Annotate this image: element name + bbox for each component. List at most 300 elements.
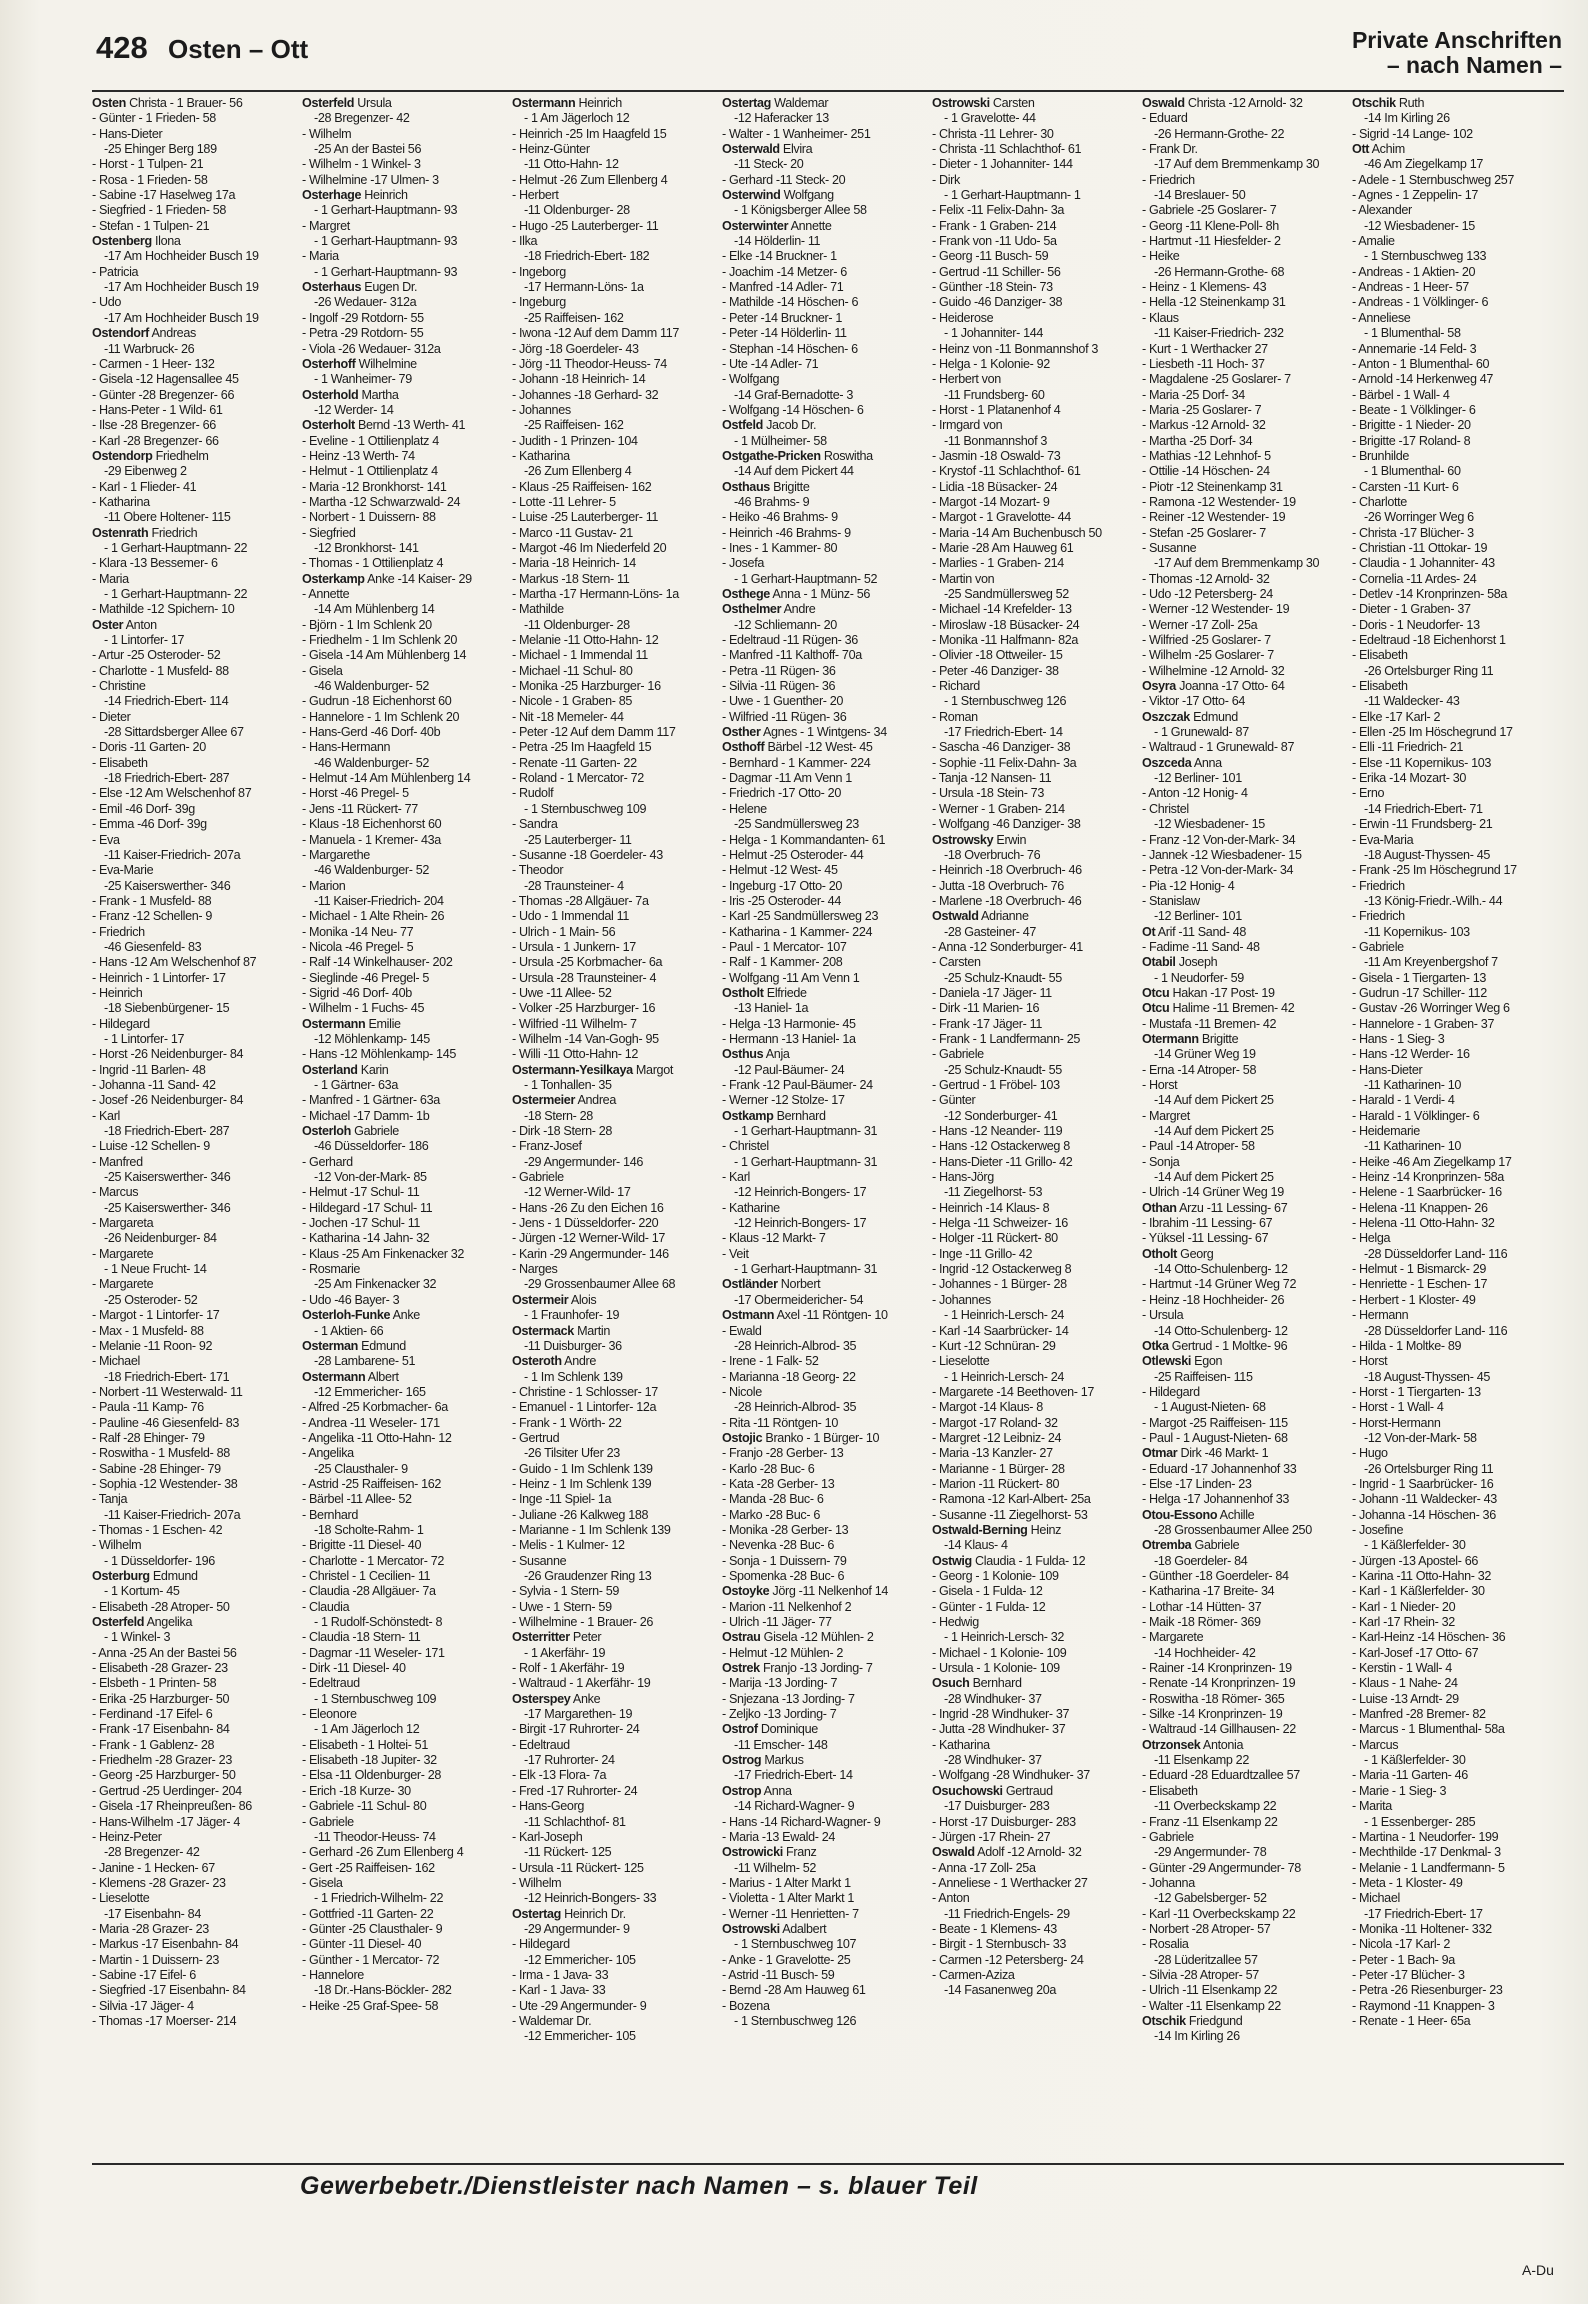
listing-entry: - Wilhelm <box>302 126 352 141</box>
listing-entry: - Peter -12 Auf dem Damm 117 <box>512 725 676 740</box>
listing-entry: -18 Friedrich-Ebert- 171 <box>104 1369 230 1384</box>
listing-entry: - Jörg -18 Goerdeler- 43 <box>512 341 639 356</box>
page-number: 428 <box>96 30 148 65</box>
listing-entry: - Hans-Dieter <box>92 126 163 141</box>
listing-entry: - Charlotte - 1 Mercator- 72 <box>302 1553 445 1568</box>
listing-entry: Otlewski Egon <box>1142 1354 1223 1369</box>
listing-entry: -14 Im Kirling 26 <box>1154 2029 1240 2044</box>
listing-entry: - Heinz von -11 Bonmannshof 3 <box>932 341 1099 356</box>
listing-entry: - Ulrich -14 Grüner Weg 19 <box>1142 1185 1284 1200</box>
listing-entry: - Elk -13 Flora- 7a <box>512 1768 607 1783</box>
listing-entry: -11 Emscher- 148 <box>734 1737 828 1752</box>
listing-entry: Ostermeier Andrea <box>512 1093 616 1108</box>
listing-entry: - Marlies - 1 Graben- 214 <box>932 556 1064 571</box>
listing-entry: -46 Düsseldorfer- 186 <box>314 1139 429 1154</box>
listing-entry: - 1 Gärtner- 63a <box>314 1078 398 1092</box>
listing-entry: -25 Raiffeisen- 162 <box>524 310 624 325</box>
listing-entry: - Dirk -11 Marien- 16 <box>932 1001 1040 1016</box>
listing-entry: - Eduard <box>1142 111 1188 126</box>
listing-entry: -25 Sandmüllersweg 23 <box>734 817 859 832</box>
header-rule <box>92 90 1564 92</box>
listing-entry: Osthege Anna - 1 Münz- 56 <box>722 587 871 601</box>
listing-entry: -26 Wedauer- 312a <box>314 295 417 310</box>
listing-entry: - Lidia -18 Büsacker- 24 <box>932 479 1058 494</box>
listing-entry: - Emanuel - 1 Lintorfer- 12a <box>512 1400 657 1415</box>
listing-entry: - Wilhelm - 1 Fuchs- 45 <box>302 1001 425 1016</box>
listing-column <box>1352 96 1562 2156</box>
listing-entry: - Rolf - 1 Akerfähr- 19 <box>512 1661 625 1676</box>
listing-entry: - Elsbeth - 1 Printen- 58 <box>92 1676 217 1691</box>
listing-entry: Osterfeld Angelika <box>92 1615 193 1630</box>
listing-entry: Osuchowski Gertraud <box>932 1783 1053 1798</box>
listing-entry: - Karl - 1 Käßlerfelder- 30 <box>1352 1584 1485 1599</box>
listing-entry: -18 Scholte-Rahm- 1 <box>314 1522 424 1537</box>
listing-entry: - Annemarie -14 Feld- 3 <box>1352 341 1477 356</box>
listing-entry: - Olivier -18 Ottweiler- 15 <box>932 648 1063 663</box>
listing-entry: - 1 Am Jägerloch 12 <box>524 111 630 126</box>
listing-entry: - Guido -46 Danziger- 38 <box>932 295 1063 310</box>
listing-entry: Ostojic Branko - 1 Bürger- 10 <box>722 1430 880 1445</box>
listing-entry: - Hans -12 Neander- 119 <box>932 1124 1063 1139</box>
listing-entry: - Margot - 1 Lintorfer- 17 <box>92 1308 220 1323</box>
listing-entry: - Franz-Josef <box>512 1139 582 1154</box>
listing-entry: - Marion <box>302 878 346 893</box>
listing-entry: -11 Waldecker- 43 <box>1364 694 1460 709</box>
listing-entry: - Erika -14 Mozart- 30 <box>1352 771 1467 786</box>
listing-entry: - Ferdinand -17 Eifel- 6 <box>92 1707 213 1722</box>
listing-entry: - Emil -46 Dorf- 39g <box>92 801 195 816</box>
listing-entry: -25 Am Finkenacker 32 <box>314 1277 437 1292</box>
listing-entry: - 1 Sternbuschweg 107 <box>734 1937 857 1952</box>
listing-entry: -26 Graudenzer Ring 13 <box>524 1569 652 1583</box>
listing-entry: - Elisabeth -28 Atroper- 50 <box>92 1599 230 1614</box>
listing-entry: - Klaus <box>1142 310 1179 325</box>
listing-entry: - Werner - 1 Graben- 214 <box>932 801 1065 816</box>
listing-entry: - Sophie -11 Felix-Dahn- 3a <box>932 755 1077 770</box>
listing-entry: - Susanne <box>512 1553 567 1568</box>
listing-entry: - Jens - 1 Düsseldorfer- 220 <box>512 1216 659 1231</box>
listing-entry: - Renate -14 Kronprinzen- 19 <box>1142 1676 1296 1691</box>
listing-entry: - Michael - 1 Alte Rhein- 26 <box>302 909 445 924</box>
listing-entry: - Eva-Maria <box>1352 832 1414 847</box>
listing-entry: - Karin -29 Angermunder- 146 <box>512 1246 669 1261</box>
listing-entry: - Lieselotte <box>92 1891 150 1906</box>
listing-entry: - Birgit - 1 Sternbusch- 33 <box>932 1937 1067 1952</box>
listing-entry: - Pia -12 Honig- 4 <box>1142 878 1235 893</box>
listing-entry: - Charlotte <box>1352 494 1407 509</box>
listing-entry: - Wolfgang -28 Windhuker- 37 <box>932 1768 1090 1783</box>
listing-entry: -29 Angermunder- 9 <box>524 1921 630 1936</box>
listing-entry: -13 König-Friedr.-Wilh.- 44 <box>1364 893 1503 908</box>
listing-entry: - Joachim -14 Metzer- 6 <box>722 264 847 279</box>
listing-entry: -17 Duisburger- 283 <box>944 1799 1050 1814</box>
listing-entry: - Wilhelmine - 1 Brauer- 26 <box>512 1615 654 1630</box>
listing-entry: - Viola -26 Wedauer- 312a <box>302 341 441 356</box>
listing-entry: - Petra -29 Rotdorn- 55 <box>302 326 424 341</box>
listing-entry: Oster Anton <box>92 617 157 632</box>
listing-entry: -18 Friedrich-Ebert- 182 <box>524 249 650 264</box>
listing-entry: - Ulrich -11 Elsenkamp 22 <box>1142 1983 1278 1998</box>
listing-entry: Ostländer Norbert <box>722 1277 821 1292</box>
listing-entry: - Werner -17 Zoll- 25a <box>1142 617 1258 632</box>
listing-entry: - Manuela - 1 Kremer- 43a <box>302 832 441 847</box>
listing-entry: - Marko -28 Buc- 6 <box>722 1507 820 1522</box>
listing-entry: -12 Emmericher- 165 <box>314 1384 426 1399</box>
listing-entry: Otabil Joseph <box>1142 955 1218 970</box>
listing-entry: - Hartmut -14 Grüner Weg 72 <box>1142 1277 1297 1292</box>
listing-entry: -14 Otto-Schulenberg- 12 <box>1154 1262 1288 1277</box>
listing-entry: - Karl - 1 Flieder- 41 <box>92 479 197 494</box>
listing-entry: -26 Ortelsburger Ring 11 <box>1364 663 1494 678</box>
listing-entry: -26 Tilsiter Ufer 23 <box>524 1446 620 1461</box>
listing-entry: - Elisabeth <box>1352 648 1408 663</box>
listing-entry: - Frank - 1 Musfeld- 88 <box>92 893 212 908</box>
listing-entry: Ostrop Anna <box>722 1783 792 1798</box>
listing-entry: - Andreas - 1 Völklinger- 6 <box>1352 295 1489 310</box>
listing-entry: - Viktor -17 Otto- 64 <box>1142 694 1246 709</box>
listing-entry: - Norbert - 1 Duissern- 88 <box>302 510 436 525</box>
listing-entry: - Stefan -25 Goslarer- 7 <box>1142 525 1266 540</box>
listing-entry: - Katharina -17 Breite- 34 <box>1142 1584 1275 1599</box>
listing-entry: -11 Steck- 20 <box>734 157 804 172</box>
listing-entry: - Edeltraud -18 Eichenhorst 1 <box>1352 633 1506 648</box>
listing-entry: - Hilda - 1 Moltke- 89 <box>1352 1338 1462 1353</box>
listing-entry: - Michael - 1 Immendal 11 <box>512 648 648 663</box>
listing-column <box>1142 96 1352 2156</box>
listing-entry: - Martha -17 Hermann-Löns- 1a <box>512 587 679 601</box>
listing-entry: -14 Friedrich-Ebert- 71 <box>1364 801 1483 816</box>
listing-entry: Ot Arif -11 Sand- 48 <box>1142 924 1247 939</box>
listing-entry: - Jochen -17 Schul- 11 <box>302 1216 421 1231</box>
listing-entry: - Margarete <box>1142 1630 1204 1645</box>
listing-entry: - Udo - 1 Immendal 11 <box>512 909 630 924</box>
listing-entry: - Marion -11 Rückert- 80 <box>932 1476 1060 1491</box>
listing-entry: - Anna -12 Sonderburger- 41 <box>932 939 1083 954</box>
listing-entry: - Ellen -25 Im Höschegrund 17 <box>1352 725 1513 740</box>
listing-entry: - Eduard -28 Eduardtzallee 57 <box>1142 1768 1300 1783</box>
listing-entry: - Johannes <box>932 1292 991 1307</box>
listing-entry: - Margret <box>302 218 350 233</box>
listing-entry: - Kurt -12 Schnüran- 29 <box>932 1338 1056 1353</box>
listing-entry: - Ingrid - 1 Saarbrücker- 16 <box>1352 1476 1494 1491</box>
listing-entry: - Michael -17 Damm- 1b <box>302 1108 430 1123</box>
listing-entry: -13 Haniel- 1a <box>734 1001 809 1016</box>
listing-entry: - Manfred -14 Adler- 71 <box>722 280 844 295</box>
listing-entry: -11 Katharinen- 10 <box>1364 1139 1462 1154</box>
listing-entry: -18 Dr.-Hans-Böckler- 282 <box>314 1983 452 1998</box>
listing-entry: -28 Bregenzer- 42 <box>104 1845 200 1860</box>
listing-entry: - Heinrich -18 Overbruch- 46 <box>932 863 1082 878</box>
listing-entry: - Ingrid -12 Ostackerweg 8 <box>932 1262 1072 1277</box>
listing-entry: - Friedhelm -28 Grazer- 23 <box>92 1753 232 1768</box>
listing-entry: - Maria -25 Goslarer- 7 <box>1142 402 1262 417</box>
listing-entry: Ostrau Gisela -12 Mühlen- 2 <box>722 1630 874 1645</box>
listing-entry: -28 Sittardsberger Allee 67 <box>104 725 244 740</box>
listing-entry: - Christa -11 Schlachthof- 61 <box>932 142 1082 157</box>
listing-entry: - Markus -18 Stern- 11 <box>512 571 630 586</box>
listing-entry: -12 Werner-Wild- 17 <box>524 1185 631 1200</box>
listing-entry: - Manfred -28 Bremer- 82 <box>1352 1707 1486 1722</box>
listing-entry: - Hans -12 Ostackerweg 8 <box>932 1139 1070 1154</box>
listing-entry: - Luise -25 Lauterberger- 11 <box>512 510 659 525</box>
listing-entry: - Pauline -46 Giesenfeld- 83 <box>92 1415 240 1430</box>
listing-entry: - Beate - 1 Klemens- 43 <box>932 1921 1057 1936</box>
listing-entry: - Karl <box>92 1108 120 1123</box>
listing-entry: - 1 Sternbuschweg 126 <box>944 694 1067 709</box>
listing-entry: - Irma - 1 Java- 33 <box>512 1967 609 1982</box>
listing-entry: -12 Sonderburger- 41 <box>944 1108 1058 1123</box>
listing-entry: -12 Heinrich-Bongers- 17 <box>734 1216 867 1231</box>
listing-entry: Otmar Dirk -46 Markt- 1 <box>1142 1446 1269 1461</box>
listing-entry: - Felix -11 Felix-Dahn- 3a <box>932 203 1065 218</box>
listing-entry: - Edeltraud <box>302 1676 360 1691</box>
listing-entry: - Gottfried -11 Garten- 22 <box>302 1906 434 1921</box>
listing-entry: - Christel <box>722 1139 769 1154</box>
listing-entry: - 1 Im Schlenk 139 <box>524 1369 623 1384</box>
listing-entry: Osterloh-Funke Anke <box>302 1308 420 1323</box>
listing-entry: - Petra -25 Im Haagfeld 15 <box>512 740 652 755</box>
listing-entry: -12 Paul-Bäumer- 24 <box>734 1062 845 1077</box>
listing-entry: - Doris -11 Garten- 20 <box>92 740 206 755</box>
listing-entry: - Ines - 1 Kammer- 80 <box>722 540 838 555</box>
listing-entry: - Ingrid -11 Barlen- 48 <box>92 1062 206 1077</box>
listing-entry: - Hans -26 Zu den Eichen 16 <box>512 1200 664 1215</box>
listing-entry: - Carmen -12 Petersberg- 24 <box>932 1952 1084 1967</box>
listing-entry: - Frank - 1 Graben- 214 <box>932 218 1057 233</box>
listing-entry: - Sophia -12 Westender- 38 <box>92 1476 238 1491</box>
listing-entry: -14 Auf dem Pickert 25 <box>1154 1170 1274 1185</box>
listing-entry: - Günter -28 Bregenzer- 66 <box>92 387 235 402</box>
listing-entry: - Silvia -28 Atroper- 57 <box>1142 1967 1259 1982</box>
listing-entry: - Frank von -11 Udo- 5a <box>932 234 1057 249</box>
listing-entry: -17 Auf dem Bremmenkamp 30 <box>1154 556 1320 571</box>
listing-entry: Osterfeld Ursula <box>302 96 392 110</box>
listing-entry: - Gert -25 Raiffeisen- 162 <box>302 1860 435 1875</box>
listing-entry: -11 Am Kreyenbergshof 7 <box>1364 955 1498 970</box>
listing-entry: -11 Oldenburger- 28 <box>524 203 630 218</box>
listing-entry: - Richard <box>932 679 980 694</box>
listing-entry: - 1 Tonhallen- 35 <box>524 1078 612 1092</box>
listing-entry: - Marie - 1 Sieg- 3 <box>1352 1783 1447 1798</box>
listing-entry: - Reiner -12 Westender- 19 <box>1142 510 1286 525</box>
listing-entry: Ostrof Dominique <box>722 1722 818 1737</box>
listing-entry: Otou-Essono Achille <box>1142 1507 1255 1522</box>
listing-entry: - Udo <box>92 295 122 310</box>
listing-entry: Ostoyke Jörg -11 Nelkenhof 14 <box>722 1584 889 1599</box>
listing-entry: - Helmut -12 Mühlen- 2 <box>722 1645 844 1660</box>
listing-entry: - Mathilde -12 Spichern- 10 <box>92 602 235 617</box>
listing-entry: -26 Neidenburger- 84 <box>104 1231 217 1246</box>
listing-entry: - 1 Gerhart-Hauptmann- 22 <box>104 540 248 555</box>
listing-entry: - 1 Gerhart-Hauptmann- 93 <box>314 264 458 279</box>
listing-entry: Ostrog Markus <box>722 1753 804 1768</box>
listing-entry: - Ilka <box>512 234 538 249</box>
listing-entry: - Petra -11 Rügen- 36 <box>722 663 836 678</box>
listing-entry: - 1 Gravelotte- 44 <box>944 111 1036 126</box>
listing-entry: - Günter - 1 Fulda- 12 <box>932 1599 1046 1614</box>
listing-entry: - Waltraud - 1 Akerfähr- 19 <box>512 1676 651 1691</box>
listing-entry: - Melis - 1 Kulmer- 12 <box>512 1538 625 1553</box>
listing-entry: - Dieter - 1 Johanniter- 144 <box>932 157 1073 172</box>
listing-entry: -12 Von-der-Mark- 58 <box>1364 1430 1477 1445</box>
listing-entry: - Rosmarie <box>302 1262 361 1277</box>
listing-entry: - Friedrich <box>1352 909 1405 924</box>
listing-entry: - Bozena <box>722 1998 770 2013</box>
listing-entry: - Sigrid -14 Lange- 102 <box>1352 126 1473 141</box>
listing-entry: Osthaus Brigitte <box>722 479 810 494</box>
listing-entry: - Gertrud - 1 Fröbel- 103 <box>932 1078 1060 1092</box>
listing-entry: - Anton <box>932 1891 970 1906</box>
listing-entry: - Nicola -17 Karl- 2 <box>1352 1937 1450 1952</box>
listing-entry: - Karl <box>722 1170 750 1185</box>
listing-entry: - Brigitte -17 Roland- 8 <box>1352 433 1471 448</box>
listing-entry: - Elisabeth <box>1352 679 1408 694</box>
listing-entry: - Carmen-Aziza <box>932 1967 1015 1982</box>
listing-entry: - Peter -14 Bruckner- 1 <box>722 310 843 325</box>
listing-entry: - Claudia -28 Allgäuer- 7a <box>302 1584 436 1599</box>
listing-entry: - Norbert -28 Atroper- 57 <box>1142 1921 1271 1936</box>
listing-entry: - Anke - 1 Gravelotte- 25 <box>722 1952 851 1967</box>
listing-entry: - Monika -14 Neu- 77 <box>302 924 414 939</box>
listing-entry: - Rudolf <box>512 786 554 801</box>
listing-entry: - Georg -11 Busch- 59 <box>932 249 1049 264</box>
listing-entry: - Luise -12 Schellen- 9 <box>92 1139 210 1154</box>
listing-entry: -17 Auf dem Bremmenkamp 30 <box>1154 157 1320 172</box>
listing-entry: - Max - 1 Musfeld- 88 <box>92 1323 204 1338</box>
listing-entry: - Frank Dr. <box>1142 142 1198 157</box>
listing-entry: - Georg -11 Klene-Poll- 8h <box>1142 218 1279 233</box>
listing-entry: - Peter -46 Danziger- 38 <box>932 663 1059 678</box>
listing-entry: - Ramona -12 Westender- 19 <box>1142 494 1296 509</box>
listing-entry: -11 Ziegelhorst- 53 <box>944 1185 1043 1200</box>
listing-entry: - Andrea -11 Weseler- 171 <box>302 1415 440 1430</box>
listing-entry: - Elke -14 Bruckner- 1 <box>722 249 837 264</box>
listing-entry: -14 Hölderlin- 11 <box>734 234 821 249</box>
listing-entry: - Harald - 1 Verdi- 4 <box>1352 1093 1455 1108</box>
listing-entry: -11 Otto-Hahn- 12 <box>524 157 619 172</box>
listing-entry: - Carsten -11 Kurt- 6 <box>1352 479 1459 494</box>
listing-entry: - Hans-Dieter <box>1352 1062 1423 1077</box>
listing-entry: Ostholt Elfriede <box>722 985 807 1000</box>
listing-entry: - Erwin -11 Frundsberg- 21 <box>1352 817 1493 832</box>
listing-entry: -25 An der Bastei 56 <box>314 142 422 157</box>
listing-entry: -25 Schulz-Knaudt- 55 <box>944 970 1062 985</box>
listing-entry: - Horst - 1 Tulpen- 21 <box>92 157 204 172</box>
listing-entry: - Gustav -26 Worringer Weg 6 <box>1352 1001 1510 1016</box>
listing-entry: -18 Friedrich-Ebert- 287 <box>104 1124 230 1139</box>
listing-entry: - Charlotte - 1 Musfeld- 88 <box>92 663 229 678</box>
listing-entry: - Elisabeth - 1 Holtei- 51 <box>302 1737 428 1752</box>
listing-entry: - Melanie - 1 Landfermann- 5 <box>1352 1860 1505 1875</box>
listing-entry: Ostgathe-Pricken Roswitha <box>722 448 873 463</box>
listing-entry: -11 Obere Holtener- 115 <box>104 510 231 525</box>
listing-entry: -12 Bronkhorst- 141 <box>314 540 419 555</box>
listing-entry: -17 Am Hochheider Busch 19 <box>104 310 259 325</box>
listing-entry: -29 Angermunder- 146 <box>524 1154 644 1169</box>
listing-entry: - 1 Heinrich-Lersch- 24 <box>944 1369 1065 1384</box>
listing-entry: - Ursula - 1 Kolonie- 109 <box>932 1661 1060 1676</box>
listing-entry: Ostenrath Friedrich <box>92 525 198 540</box>
listing-entry: - Amalie <box>1352 234 1395 249</box>
listing-entry: - Violetta - 1 Alter Markt 1 <box>722 1891 855 1906</box>
listing-entry: - Frank -17 Eisenbahn- 84 <box>92 1722 230 1737</box>
listing-entry: - Ingolf -29 Rotdorn- 55 <box>302 310 424 325</box>
listing-entry: - Gisela -14 Am Mühlenberg 14 <box>302 648 467 663</box>
listing-entry: -28 Lüderitzallee 57 <box>1154 1952 1258 1967</box>
listing-entry: - Karl-Joseph <box>512 1829 583 1844</box>
listing-entry: - Werner -12 Westender- 19 <box>1142 602 1290 617</box>
listing-entry: - Sigrid -46 Dorf- 40b <box>302 985 412 1000</box>
listing-entry: - Christel - 1 Cecilien- 11 <box>302 1569 431 1583</box>
listing-entry: -11 Bonmannshof 3 <box>944 433 1048 448</box>
listing-entry: - 1 Lintorfer- 17 <box>104 633 185 648</box>
listing-entry: - Helga -17 Johannenhof 33 <box>1142 1492 1290 1507</box>
listing-entry: - Helmut -17 Schul- 11 <box>302 1185 420 1200</box>
listing-entry: - Helena -11 Otto-Hahn- 32 <box>1352 1216 1495 1231</box>
listing-entry: -17 Ruhrorter- 24 <box>524 1753 615 1768</box>
listing-entry: -26 Ortelsburger Ring 11 <box>1364 1461 1494 1476</box>
listing-entry: - Norbert -11 Westerwald- 11 <box>92 1384 243 1399</box>
listing-entry: - Heinz-Günter <box>512 142 590 157</box>
listing-entry: - Horst -26 Neidenburger- 84 <box>92 1047 244 1062</box>
listing-entry: - Sabine -17 Haselweg 17a <box>92 188 236 203</box>
listing-entry: - Margot - 1 Gravelotte- 44 <box>932 510 1071 525</box>
listing-entry: - Jutta -28 Windhuker- 37 <box>932 1722 1066 1737</box>
listing-entry: -12 Werder- 14 <box>314 402 394 417</box>
listing-entry: -18 Overbruch- 76 <box>944 847 1041 862</box>
listing-entry: - Angelika <box>302 1446 354 1461</box>
listing-entry: - Paul - 1 Mercator- 107 <box>722 939 847 954</box>
listing-entry: - Helmut - 1 Ottilienplatz 4 <box>302 464 438 479</box>
listing-entry: - Rainer -14 Kronprinzen- 19 <box>1142 1661 1292 1676</box>
listing-entry: - Inge -11 Spiel- 1a <box>512 1492 612 1507</box>
listing-entry: - Peter -17 Blücher- 3 <box>1352 1967 1465 1982</box>
listing-entry: Osterman Edmund <box>302 1338 406 1353</box>
listing-entry: Otcu Halime -11 Bremen- 42 <box>1142 1001 1295 1016</box>
listing-entry: -11 Frundsberg- 60 <box>944 387 1045 402</box>
section-title <box>1352 28 1562 78</box>
listing-entry: -12 Schliemann- 20 <box>734 617 837 632</box>
listing-entry: - Stephan -14 Höschen- 6 <box>722 341 858 356</box>
listing-entry: - Monika -28 Gerber- 13 <box>722 1522 849 1537</box>
listing-entry: - Susanne -11 Ziegelhorst- 53 <box>932 1507 1088 1522</box>
listing-entry: - Christine - 1 Schlosser- 17 <box>512 1384 658 1399</box>
listing-entry: - Marie -28 Am Hauweg 61 <box>932 540 1074 555</box>
listing-entry: - Marcus <box>1352 1737 1399 1752</box>
listing-entry: - Stanislaw <box>1142 893 1200 908</box>
listing-entry: -17 Friedrich-Ebert- 14 <box>944 725 1063 740</box>
listing-entry: - Maria -12 Bronkhorst- 141 <box>302 479 447 494</box>
listing-entry: - Gisela -17 Rheinpreußen- 86 <box>92 1799 252 1814</box>
listing-entry: - Christa -11 Lehrer- 30 <box>932 126 1054 141</box>
listing-entry: Osterland Karin <box>302 1062 389 1077</box>
listing-entry: - Luise -13 Arndt- 29 <box>1352 1691 1459 1706</box>
listing-entry: - Harald - 1 Völklinger- 6 <box>1352 1108 1480 1123</box>
listing-entry: - Silvia -17 Jäger- 4 <box>92 1998 194 2013</box>
listing-entry: - Gudrun -18 Eichenhorst 60 <box>302 694 452 709</box>
listing-entry: Ostkamp Bernhard <box>722 1108 826 1123</box>
listing-entry: - Dirk -11 Diesel- 40 <box>302 1661 406 1676</box>
listing-entry: - Gabriele <box>932 1047 984 1062</box>
listing-entry: - Ottilie -14 Höschen- 24 <box>1142 464 1270 479</box>
listing-entry: - Klaus - 1 Nahe- 24 <box>1352 1676 1458 1691</box>
listing-entry: - Artur -25 Osteroder- 52 <box>92 648 221 663</box>
listing-entry: -14 Fasanenweg 20a <box>944 1983 1057 1998</box>
listing-entry: - Friedrich -17 Otto- 20 <box>722 786 841 801</box>
listing-entry: - Margot -25 Raiffeisen- 115 <box>1142 1415 1288 1430</box>
listing-entry: - Heinrich -25 Im Haagfeld 15 <box>512 126 667 141</box>
listing-entry: Ostermann Emilie <box>302 1016 401 1031</box>
